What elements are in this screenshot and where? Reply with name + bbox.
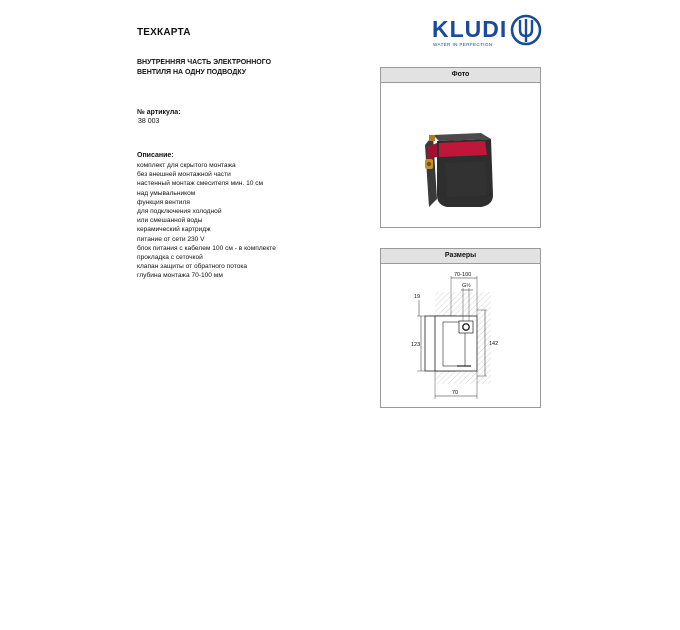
list-item: клапан защиты от обратного потока	[137, 263, 248, 271]
dim-bottom-width: 70	[452, 390, 459, 396]
list-item: для подключения холодной	[137, 208, 222, 216]
doc-title: ТЕХКАРТА	[137, 27, 191, 38]
article-label: № артикула:	[137, 109, 181, 116]
dim-height-right: 142	[489, 341, 499, 347]
logo-tagline: WATER IN PERFECTION	[433, 42, 493, 47]
list-item: настенный монтаж смесителя мин. 10 см	[137, 180, 264, 188]
dim-offset: 19	[414, 294, 421, 300]
block-texture	[445, 161, 487, 197]
list-item: глубина монтажа 70-100 мм	[137, 272, 223, 280]
article-value: 38 003	[138, 118, 160, 125]
dimensions-panel	[380, 248, 541, 408]
dim-height-left: 123	[411, 342, 421, 348]
inlet-housing	[459, 321, 473, 333]
product-title-line-1: ВНУТРЕННЯЯ ЧАСТЬ ЭЛЕКТРОННОГО	[137, 59, 272, 66]
brand-logo	[432, 14, 542, 48]
list-item: комплект для скрытого монтажа	[137, 162, 236, 169]
brass-top-fitting	[429, 135, 435, 141]
dim-thread: G½	[462, 283, 471, 289]
description-label: Описание:	[137, 152, 174, 159]
red-band	[439, 141, 487, 157]
product-title	[137, 58, 337, 78]
logo-wordmark: KLUDI	[432, 16, 508, 42]
list-item: или смешанной воды	[137, 217, 203, 225]
list-item: без внешней монтажной части	[137, 171, 231, 179]
list-item: над умывальником	[137, 189, 196, 197]
list-item: функция вентиля	[137, 198, 190, 206]
list-item: питание от сети 230 V	[137, 235, 205, 243]
description-list	[137, 161, 337, 281]
brass-fitting-hole	[427, 162, 431, 166]
photo-panel	[380, 67, 541, 228]
list-item: керамический картридж	[137, 226, 211, 234]
list-item: прокладка с сеточкой	[137, 254, 203, 262]
list-item: блок питания с кабелем 100 см - в комплекте	[137, 244, 276, 252]
photo-panel-title: Фото	[381, 68, 540, 83]
kludi-wave-mark-icon	[510, 14, 542, 46]
dim-top-range: 70-100	[454, 272, 472, 278]
dimensions-panel-title: Размеры	[381, 249, 540, 264]
dimensions-drawing	[381, 264, 540, 406]
product-title-line-2: ВЕНТИЛЯ НА ОДНУ ПОДВОДКУ	[137, 69, 247, 76]
product-photo	[381, 83, 540, 227]
